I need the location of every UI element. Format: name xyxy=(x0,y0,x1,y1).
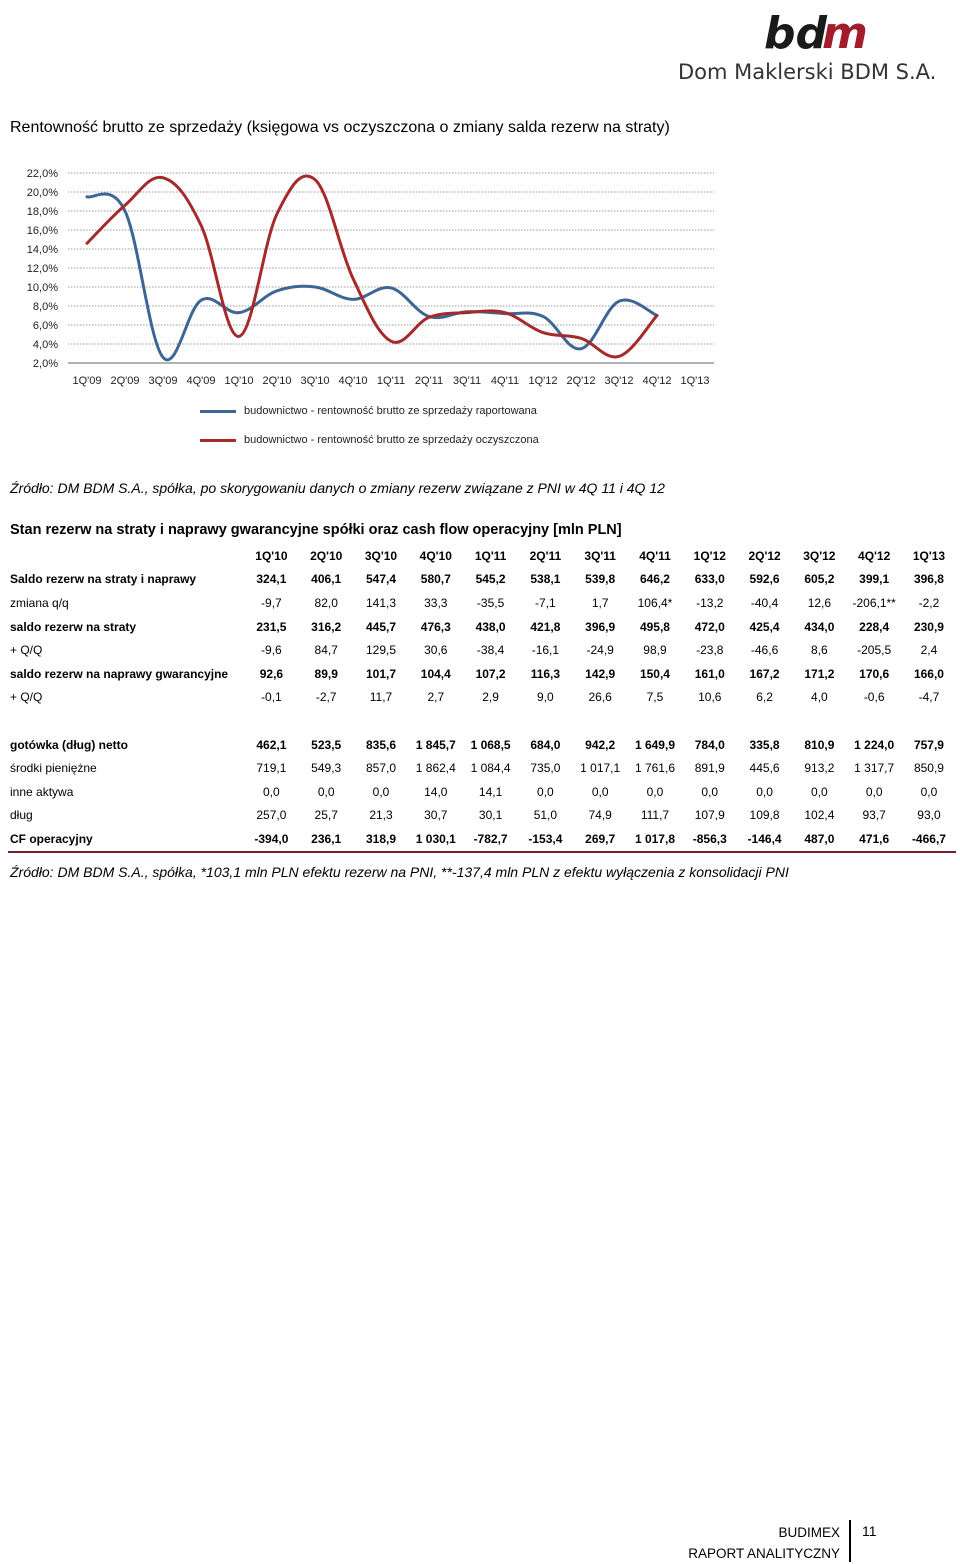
table-column-header: 2Q'10 xyxy=(299,544,354,568)
table-cell: 230,9 xyxy=(902,615,957,639)
table-column-header: 2Q'11 xyxy=(518,544,573,568)
table-cell: 129,5 xyxy=(354,638,409,662)
table-cell: 33,3 xyxy=(408,591,463,615)
y-tick-label: 8,0% xyxy=(33,301,58,313)
table-cell: 335,8 xyxy=(737,733,792,757)
table-cell: -205,5 xyxy=(847,638,902,662)
table-column-header: 4Q'12 xyxy=(847,544,902,568)
legend-item-cleaned xyxy=(200,434,539,446)
table-cell: 30,1 xyxy=(463,804,518,828)
y-tick-label: 12,0% xyxy=(27,263,58,275)
table-cell: 1 862,4 xyxy=(408,756,463,780)
footer-company-block xyxy=(688,1522,840,1564)
table-cell: 269,7 xyxy=(573,827,628,852)
table-cell: 161,0 xyxy=(682,662,737,686)
reserves-table xyxy=(8,544,956,853)
table-cell: 2,7 xyxy=(408,686,463,710)
legend-swatch-blue xyxy=(200,410,236,413)
table-cell: -206,1** xyxy=(847,591,902,615)
table-column-header: 1Q'10 xyxy=(244,544,299,568)
table-cell: 421,8 xyxy=(518,615,573,639)
table-cell: 0,0 xyxy=(902,780,957,804)
x-tick-label: 3Q'12 xyxy=(604,375,633,387)
table-cell: 116,3 xyxy=(518,662,573,686)
x-tick-label: 1Q'11 xyxy=(377,375,405,387)
table-column-header: 1Q'12 xyxy=(682,544,737,568)
row-label: środki pieniężne xyxy=(8,756,244,780)
x-tick-label: 4Q'09 xyxy=(186,375,215,387)
table-cell: 109,8 xyxy=(737,804,792,828)
legend-label-cleaned: budownictwo - rentowność brutto ze sprzedaży oczyszczona xyxy=(244,434,539,446)
table-cell: 0,0 xyxy=(628,780,683,804)
chart-title: Rentowność brutto ze sprzedaży (księgowa vs oczyszczona o zmiany salda rezerw na straty) xyxy=(10,119,670,137)
table-column-header: 3Q'10 xyxy=(354,544,409,568)
table-cell: 445,6 xyxy=(737,756,792,780)
table-cell: 406,1 xyxy=(299,568,354,592)
table-cell: 592,6 xyxy=(737,568,792,592)
table-cell: 93,0 xyxy=(902,804,957,828)
x-tick-label: 3Q'10 xyxy=(300,375,329,387)
table-cell: -4,7 xyxy=(902,686,957,710)
table-title: Stan rezerw na straty i naprawy gwarancyjne spółki oraz cash flow operacyjny [mln PLN] xyxy=(10,522,622,538)
table-cell: 1 017,1 xyxy=(573,756,628,780)
table-cell: 476,3 xyxy=(408,615,463,639)
table-cell: 98,9 xyxy=(628,638,683,662)
table-cell: 26,6 xyxy=(573,686,628,710)
table-cell: -9,6 xyxy=(244,638,299,662)
table-cell: 257,0 xyxy=(244,804,299,828)
table-cell: 93,7 xyxy=(847,804,902,828)
y-tick-label: 10,0% xyxy=(27,282,58,294)
table-cell: -35,5 xyxy=(463,591,518,615)
table-cell: 1 317,7 xyxy=(847,756,902,780)
table-cell: 89,9 xyxy=(299,662,354,686)
x-tick-label: 2Q'09 xyxy=(110,375,139,387)
table-cell: 142,9 xyxy=(573,662,628,686)
table-cell: 0,0 xyxy=(573,780,628,804)
bdm-logo xyxy=(678,6,938,86)
table-cell: 1 649,9 xyxy=(628,733,683,757)
table-cell: 719,1 xyxy=(244,756,299,780)
table-cell: 735,0 xyxy=(518,756,573,780)
table-column-header: 1Q'13 xyxy=(902,544,957,568)
table-cell: 495,8 xyxy=(628,615,683,639)
table-cell: 30,7 xyxy=(408,804,463,828)
row-label: saldo rezerw na naprawy gwarancyjne xyxy=(8,662,244,686)
table-cell: 399,1 xyxy=(847,568,902,592)
x-tick-label: 4Q'11 xyxy=(491,375,519,387)
x-tick-label: 4Q'10 xyxy=(338,375,367,387)
table-cell: -24,9 xyxy=(573,638,628,662)
y-tick-label: 14,0% xyxy=(27,244,58,256)
legend-item-reported xyxy=(200,405,537,417)
table-cell: 1,7 xyxy=(573,591,628,615)
table-cell: 92,6 xyxy=(244,662,299,686)
table-cell: 102,4 xyxy=(792,804,847,828)
table-cell: -2,2 xyxy=(902,591,957,615)
table-spacer-row xyxy=(8,709,956,733)
table-row xyxy=(8,615,956,639)
x-tick-label: 2Q'12 xyxy=(566,375,595,387)
table-cell: 25,7 xyxy=(299,804,354,828)
table-cell: 84,7 xyxy=(299,638,354,662)
x-tick-label: 1Q'10 xyxy=(224,375,253,387)
table-row xyxy=(8,591,956,615)
table-cell: 396,9 xyxy=(573,615,628,639)
y-tick-label: 4,0% xyxy=(33,339,58,351)
table-cell: 580,7 xyxy=(408,568,463,592)
table-cell: 425,4 xyxy=(737,615,792,639)
table-cell: 445,7 xyxy=(354,615,409,639)
table-cell: 0,0 xyxy=(354,780,409,804)
table-cell: -13,2 xyxy=(682,591,737,615)
table-cell: 891,9 xyxy=(682,756,737,780)
svg-text:bd: bd xyxy=(764,8,827,59)
table-cell: 523,5 xyxy=(299,733,354,757)
table-cell: 434,0 xyxy=(792,615,847,639)
table-cell: 0,0 xyxy=(737,780,792,804)
y-tick-label: 16,0% xyxy=(27,225,58,237)
table-cell: 7,5 xyxy=(628,686,683,710)
row-label: zmiana q/q xyxy=(8,591,244,615)
table-cell: 784,0 xyxy=(682,733,737,757)
table-cell: 106,4* xyxy=(628,591,683,615)
table-cell: 51,0 xyxy=(518,804,573,828)
x-tick-label: 4Q'12 xyxy=(642,375,671,387)
table-cell: 12,6 xyxy=(792,591,847,615)
table-cell: 684,0 xyxy=(518,733,573,757)
series-line-cleaned xyxy=(87,176,657,357)
table-cell: 101,7 xyxy=(354,662,409,686)
table-cell: 236,1 xyxy=(299,827,354,852)
table-cell: -38,4 xyxy=(463,638,518,662)
table-cell: 141,3 xyxy=(354,591,409,615)
table-cell: 324,1 xyxy=(244,568,299,592)
y-tick-label: 18,0% xyxy=(27,206,58,218)
x-tick-label: 2Q'11 xyxy=(415,375,443,387)
row-label: + Q/Q xyxy=(8,686,244,710)
logo-company-name: Dom Maklerski BDM S.A. xyxy=(678,60,936,84)
x-tick-label: 3Q'09 xyxy=(148,375,177,387)
table-cell: 757,9 xyxy=(902,733,957,757)
table-cell: -7,1 xyxy=(518,591,573,615)
table-row xyxy=(8,804,956,828)
table-cell: 646,2 xyxy=(628,568,683,592)
row-label: CF operacyjny xyxy=(8,827,244,852)
table-cell: -2,7 xyxy=(299,686,354,710)
table-cell: -46,6 xyxy=(737,638,792,662)
table-cell: 942,2 xyxy=(573,733,628,757)
table-cell: 538,1 xyxy=(518,568,573,592)
table-column-header: 4Q'10 xyxy=(408,544,463,568)
table-cell: 913,2 xyxy=(792,756,847,780)
table-cell: 545,2 xyxy=(463,568,518,592)
table-row xyxy=(8,756,956,780)
table-cell: 857,0 xyxy=(354,756,409,780)
table-column-header: 2Q'12 xyxy=(737,544,792,568)
table-cell: 539,8 xyxy=(573,568,628,592)
table-cell: 228,4 xyxy=(847,615,902,639)
table-cell: 1 068,5 xyxy=(463,733,518,757)
table-cell: 471,6 xyxy=(847,827,902,852)
table-cell: 82,0 xyxy=(299,591,354,615)
table-cell: 549,3 xyxy=(299,756,354,780)
table-cell: -40,4 xyxy=(737,591,792,615)
table-cell: 633,0 xyxy=(682,568,737,592)
row-label: dług xyxy=(8,804,244,828)
y-tick-label: 6,0% xyxy=(33,320,58,332)
table-cell: 547,4 xyxy=(354,568,409,592)
table-cell: -23,8 xyxy=(682,638,737,662)
row-label: inne aktywa xyxy=(8,780,244,804)
table-cell: 487,0 xyxy=(792,827,847,852)
table-cell: 835,6 xyxy=(354,733,409,757)
table-cell: 0,0 xyxy=(847,780,902,804)
table-cell: 11,7 xyxy=(354,686,409,710)
table-cell: 0,0 xyxy=(682,780,737,804)
table-cell: 104,4 xyxy=(408,662,463,686)
table-cell: 107,2 xyxy=(463,662,518,686)
table-cell: 111,7 xyxy=(628,804,683,828)
footer-company: BUDIMEX xyxy=(688,1522,840,1543)
page-number: 11 xyxy=(862,1523,877,1539)
table-row xyxy=(8,780,956,804)
table-cell: 166,0 xyxy=(902,662,957,686)
table-cell: 8,6 xyxy=(792,638,847,662)
y-tick-label: 2,0% xyxy=(33,358,58,370)
table-cell: 318,9 xyxy=(354,827,409,852)
table-cell: -394,0 xyxy=(244,827,299,852)
table-row xyxy=(8,568,956,592)
table-cell: 1 030,1 xyxy=(408,827,463,852)
table-cell: -9,7 xyxy=(244,591,299,615)
table-cell: -466,7 xyxy=(902,827,957,852)
table-cell: 0,0 xyxy=(518,780,573,804)
table-cell: 21,3 xyxy=(354,804,409,828)
chart-source-note: Źródło: DM BDM S.A., spółka, po skorygowaniu danych o zmiany rezerw związane z PNI w 4Q 11 i 4Q 12 xyxy=(10,480,665,496)
table-cell: 0,0 xyxy=(299,780,354,804)
table-cell: 1 224,0 xyxy=(847,733,902,757)
table-cell: -146,4 xyxy=(737,827,792,852)
row-label: saldo rezerw na straty xyxy=(8,615,244,639)
row-label: Saldo rezerw na straty i naprawy xyxy=(8,568,244,592)
table-cell: 2,4 xyxy=(902,638,957,662)
table-row xyxy=(8,638,956,662)
table-cell: 74,9 xyxy=(573,804,628,828)
footer-divider xyxy=(849,1520,851,1562)
svg-text:m: m xyxy=(822,8,868,59)
table-cell: 1 084,4 xyxy=(463,756,518,780)
table-cell: 9,0 xyxy=(518,686,573,710)
table-cell: -782,7 xyxy=(463,827,518,852)
table-cell: 396,8 xyxy=(902,568,957,592)
table-cell: 231,5 xyxy=(244,615,299,639)
legend-label-reported: budownictwo - rentowność brutto ze sprzedaży raportowana xyxy=(244,405,537,417)
table-cell: 462,1 xyxy=(244,733,299,757)
table-cell: -856,3 xyxy=(682,827,737,852)
x-tick-label: 1Q'13 xyxy=(680,375,709,387)
table-column-header: 3Q'12 xyxy=(792,544,847,568)
table-cell: 1 761,6 xyxy=(628,756,683,780)
table-cell: 850,9 xyxy=(902,756,957,780)
table-column-header: 4Q'11 xyxy=(628,544,683,568)
table-cell: 2,9 xyxy=(463,686,518,710)
table-cell: 4,0 xyxy=(792,686,847,710)
legend-swatch-red xyxy=(200,439,236,442)
table-cell: 167,2 xyxy=(737,662,792,686)
table-cell: 0,0 xyxy=(244,780,299,804)
table-cell: 316,2 xyxy=(299,615,354,639)
table-cell: 10,6 xyxy=(682,686,737,710)
line-chart xyxy=(0,150,720,390)
row-label: + Q/Q xyxy=(8,638,244,662)
x-tick-label: 1Q'12 xyxy=(528,375,557,387)
table-column-header: 3Q'11 xyxy=(573,544,628,568)
table-column-header: 1Q'11 xyxy=(463,544,518,568)
table-cell: 170,6 xyxy=(847,662,902,686)
table-cell: -0,6 xyxy=(847,686,902,710)
table-source-note: Źródło: DM BDM S.A., spółka, *103,1 mln PLN efektu rezerw na PNI, **-137,4 mln PLN z efektu wyłączenia z konsolidacji PNI xyxy=(10,864,789,880)
table-cell: 472,0 xyxy=(682,615,737,639)
table-cell: 0,0 xyxy=(792,780,847,804)
x-tick-label: 1Q'09 xyxy=(72,375,101,387)
table-cell: 107,9 xyxy=(682,804,737,828)
bdm-logo-mark xyxy=(764,6,884,62)
x-tick-label: 3Q'11 xyxy=(453,375,481,387)
y-tick-label: 20,0% xyxy=(27,187,58,199)
table-cell: -16,1 xyxy=(518,638,573,662)
table-cell: 605,2 xyxy=(792,568,847,592)
table-row xyxy=(8,827,956,852)
table-cell: -153,4 xyxy=(518,827,573,852)
table-header-row xyxy=(8,544,956,568)
footer-doc-type: RAPORT ANALITYCZNY xyxy=(688,1543,840,1564)
table-spacer-cell xyxy=(8,709,956,733)
table-cell: 1 017,8 xyxy=(628,827,683,852)
y-tick-label: 22,0% xyxy=(27,168,58,180)
table-cell: 150,4 xyxy=(628,662,683,686)
table-cell: 14,0 xyxy=(408,780,463,804)
table-cell: 1 845,7 xyxy=(408,733,463,757)
table-row xyxy=(8,733,956,757)
table-cell: 438,0 xyxy=(463,615,518,639)
table-cell: -0,1 xyxy=(244,686,299,710)
table-cell: 171,2 xyxy=(792,662,847,686)
table-row xyxy=(8,662,956,686)
table-header-empty xyxy=(8,544,244,568)
table-row xyxy=(8,686,956,710)
table-cell: 6,2 xyxy=(737,686,792,710)
table-cell: 14,1 xyxy=(463,780,518,804)
table-cell: 30,6 xyxy=(408,638,463,662)
table-cell: 810,9 xyxy=(792,733,847,757)
x-tick-label: 2Q'10 xyxy=(262,375,291,387)
row-label: gotówka (dług) netto xyxy=(8,733,244,757)
